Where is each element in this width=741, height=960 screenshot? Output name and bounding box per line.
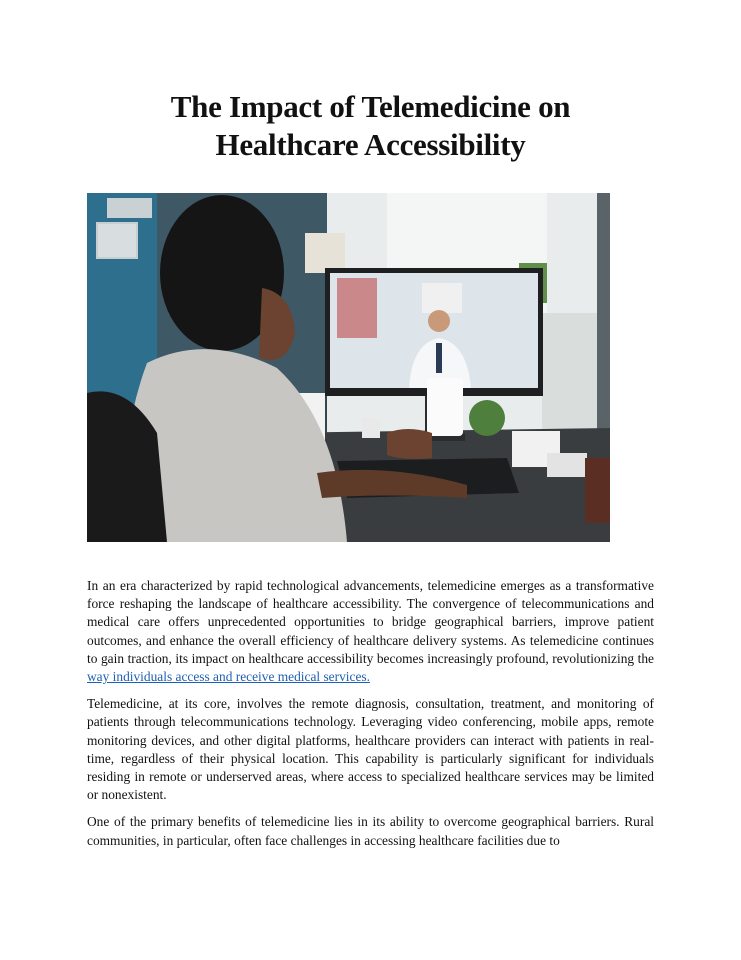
paragraph-3: One of the primary benefits of telemedicine lies in its ability to overcome geographical barriers. Rural communities, in particular, often face challenges in accessing healthcare facilities due to — [87, 814, 654, 848]
paragraph-1 — [87, 577, 654, 686]
photo-icon — [87, 193, 610, 542]
article-body — [87, 577, 654, 859]
paragraph-1-text: In an era characterized by rapid technological advancements, telemedicine emerges as a transformative force reshaping the landscape of healthcare accessibility. The convergence of telecommunications and medical care offers unprecedented opportunities to bridge geographical barriers, improve patient outcomes, and enhance the overall efficiency of healthcare delivery systems. As telemedicine continues to gain traction, its impact on healthcare accessibility becomes increasingly profound, revolutionizing the — [87, 578, 654, 666]
article-link[interactable]: way individuals access and receive medical services. — [87, 669, 370, 685]
title-line-1: The Impact of Telemedicine on — [170, 89, 571, 124]
telemedicine-photo — [87, 193, 610, 542]
page-title — [60, 88, 681, 164]
paragraph-2: Telemedicine, at its core, involves the remote diagnosis, consultation, treatment, and monitoring of patients through telecommunications technology. Leveraging video conferencing, mobile apps, remote monitoring devices, and other digital platforms, healthcare providers can interact with patients in real-time, regardless of their physical location. This capability is particularly significant for individuals residing in remote or underserved areas, where access to specialized healthcare services may be limited or nonexistent. — [87, 696, 654, 803]
title-line-2: Healthcare Accessibility — [215, 127, 526, 162]
